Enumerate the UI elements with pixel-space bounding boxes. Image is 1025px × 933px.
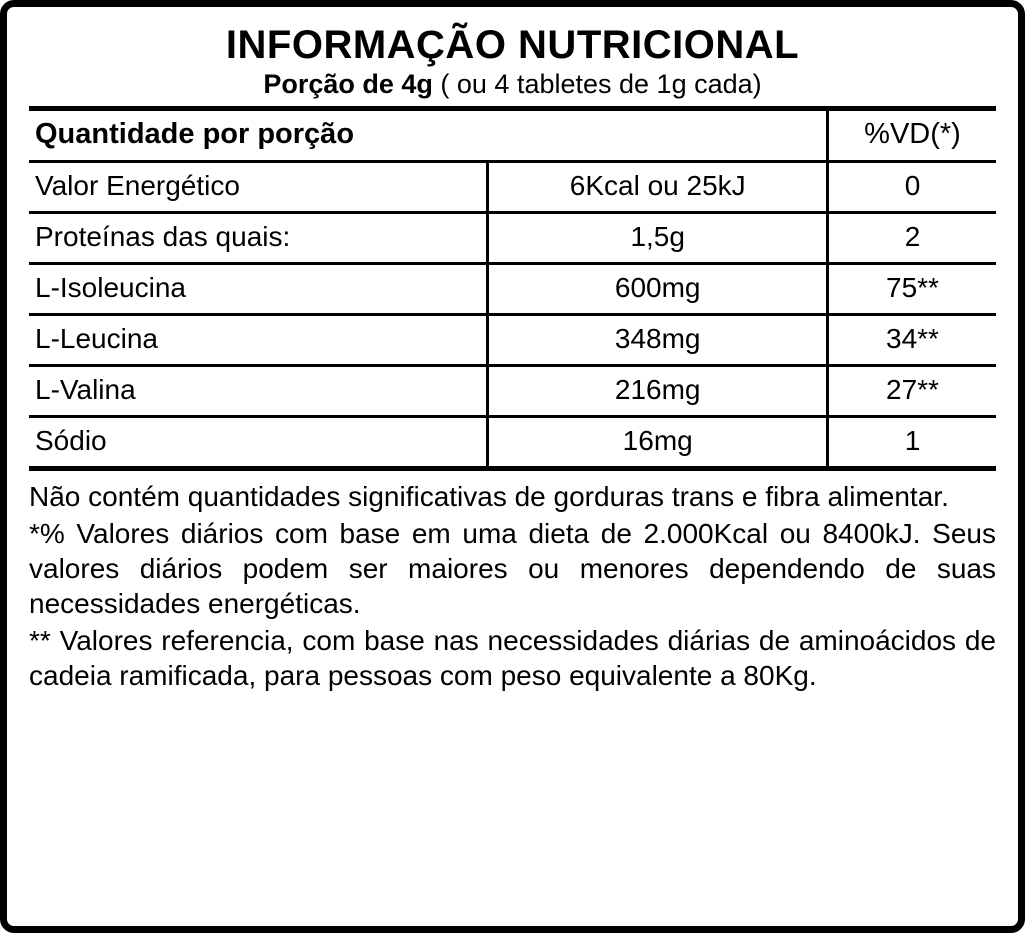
row-vd: 34** xyxy=(827,315,996,366)
table-row xyxy=(29,315,996,366)
row-vd: 75** xyxy=(827,264,996,315)
row-name: L-Valina xyxy=(29,366,488,417)
row-name: Proteínas das quais: xyxy=(29,213,488,264)
row-value: 600mg xyxy=(488,264,828,315)
row-value: 216mg xyxy=(488,366,828,417)
serving-size-bold: Porção de 4g xyxy=(263,69,433,99)
table-row xyxy=(29,213,996,264)
row-value: 348mg xyxy=(488,315,828,366)
row-vd: 1 xyxy=(827,417,996,469)
footnote-trans-fat: Não contém quantidades significativas de gorduras trans e fibra alimentar. xyxy=(29,481,949,513)
nutrition-table xyxy=(29,106,996,471)
header-spacer xyxy=(488,109,828,162)
row-name: Valor Energético xyxy=(29,162,488,213)
serving-size-detail: ( ou 4 tabletes de 1g cada) xyxy=(432,69,762,99)
row-vd: 2 xyxy=(827,213,996,264)
row-value: 6Kcal ou 25kJ xyxy=(488,162,828,213)
row-vd: 27** xyxy=(827,366,996,417)
table-row xyxy=(29,162,996,213)
row-name: L-Leucina xyxy=(29,315,488,366)
table-row xyxy=(29,264,996,315)
footnote-bcaa-reference: ** Valores referencia, com base nas necessidades diárias de aminoácidos de cadeia ramificada, para pessoas com peso equivalente a 80Kg. xyxy=(29,625,996,692)
table-row xyxy=(29,417,996,469)
table-header-row xyxy=(29,109,996,162)
footnote-daily-values: *% Valores diários com base em uma dieta de 2.000Kcal ou 8400kJ. Seus valores diários podem ser maiores ou menores dependendo de suas necessidades energéticas. xyxy=(29,518,996,620)
row-vd: 0 xyxy=(827,162,996,213)
row-value: 16mg xyxy=(488,417,828,469)
header-vd: %VD(*) xyxy=(827,109,996,162)
row-name: L-Isoleucina xyxy=(29,264,488,315)
row-name: Sódio xyxy=(29,417,488,469)
serving-size-line xyxy=(29,69,996,100)
footnotes xyxy=(29,479,996,693)
label-title: INFORMAÇÃO NUTRICIONAL xyxy=(225,23,800,67)
table-row xyxy=(29,366,996,417)
row-value: 1,5g xyxy=(488,213,828,264)
header-quantity: Quantidade por porção xyxy=(29,109,488,162)
